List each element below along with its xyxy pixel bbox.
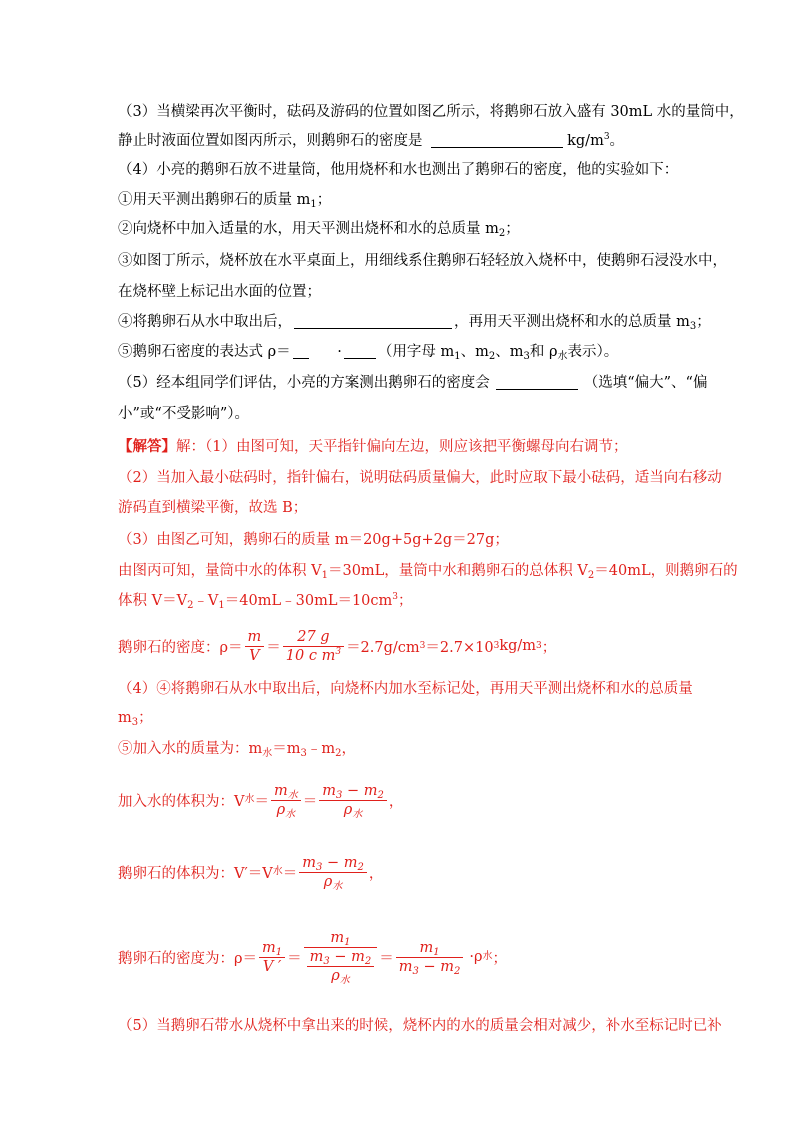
q4-step3-line2: 在烧杯壁上标记出水面的位置； [118,284,321,300]
answer-part3-line2: 由图丙可知，量筒中水的体积 $V_1=30mL$，量筒中水和鹅卵石的总体积 $V_2=40mL$，则鹅卵石的 [118,563,738,581]
answer-blank[interactable] [496,375,578,390]
q4-step3-line1: ③如图丁所示，烧杯放在水平桌面上，用细线系住鹅卵石轻轻放入烧杯中，使鹅卵石浸没水中， [118,253,727,269]
stone-density-formula: 鹅卵石的密度为：ρ＝ $\frac{m_1}{V '}$ ＝ $\frac{m_1}{\frac{m_3 - m_2}{\rho_水}}$ ＝ $\frac{m_1}{m_3 - m_2}$ ·ρ 水 ； [118,930,508,986]
density-formula: 鹅卵石的密度：ρ＝ $\frac{m}{V}$ ＝ $\frac{27 g}{10 c m^3}$ ＝2.7g/cm 3 ＝2.7×10 3 kg/m 3 ； [118,628,557,664]
answer-part4-line2: $m_3$； [118,710,153,728]
q4-step4: ④将鹅卵石从水中取出后， ，再用天平测出烧杯和水的总质量 $m_3$； [118,314,711,332]
answer-part2-line2: 游码直到横梁平衡，故选 B； [118,500,308,516]
answer-part5-mass: ⑤加入水的质量为：$m_水=m_3﹣m_2$， [118,741,356,759]
answer-blank[interactable] [344,344,376,359]
answer-blank[interactable] [293,344,309,359]
q3-line1: （3）当横梁再次平衡时，砝码及游码的位置如图乙所示，将鹅卵石放入盛有 30mL 水的量筒中， [118,104,744,120]
answer-part3-line3: 体积 $V=V_2﹣V_1=40mL﹣30mL=10cm^3$； [118,592,413,611]
answer-tag: 【解答】 [118,438,176,455]
answer-blank[interactable] [294,314,452,329]
answer-part5-last: （5）当鹅卵石带水从烧杯中拿出来的时候，烧杯内的水的质量会相对减少，补水至标记时已补 [118,1018,722,1034]
q4-intro: （4）小亮的鹅卵石放不进量筒，他用烧杯和水也测出了鹅卵石的密度，他的实验如下： [118,162,679,178]
answer-part3-line1: （3）由图乙可知，鹅卵石的质量 m＝20g+5g+2g＝27g； [118,532,509,548]
q4-step2: ②向烧杯中加入适量的水，用天平测出烧杯和水的总质量 $m_2$； [118,221,520,239]
q4-step5: ⑤鹅卵石密度的表达式 ρ＝ · （用字母 $m_1$、$m_2$、$m_3$和 $\rho_水$表示）。 [118,344,619,362]
answer-part2-line1: （2）当加入最小砝码时，指针偏右，说明砝码质量偏大，此时应取下最小砝码，适当向右移动 [118,470,722,486]
stone-volume-formula: 鹅卵石的体积为：V′＝V 水 ＝ $\frac{m_3 - m_2}{\rho_水}$ ， [118,854,384,892]
answer-part4-line1: （4）④将鹅卵石从水中取出后，向烧杯内加水至标记处，再用天平测出烧杯和水的总质量 [118,681,693,697]
q4-step1: ①用天平测出鹅卵石的质量 $m_1$； [118,192,332,210]
answer-blank[interactable] [431,133,563,148]
q5-line2: 小”或“不受影响”）。 [118,406,249,422]
q3-line2: 静止时液面位置如图丙所示，则鹅卵石的密度是 $kg/m^3$。 [118,132,625,149]
water-volume-formula: 加入水的体积为：V 水 ＝ $\frac{m_水}{\rho_水}$ ＝ $\frac{m_3 - m_2}{\rho_水}$ ， [118,782,404,820]
fraction-m-over-v: $\frac{m}{V}$ [245,628,265,665]
fraction-27g-over-10cm3: $\frac{27 g}{10 c m^3}$ [283,628,344,665]
q5-line1: （5）经本组同学们评估，小亮的方案测出鹅卵石的密度会 （选填“偏大”、“偏 [118,375,708,391]
answer-part1: 【解答】解：（1）由图可知，天平指针偏向左边，则应该把平衡螺母向右调节； [118,438,628,455]
